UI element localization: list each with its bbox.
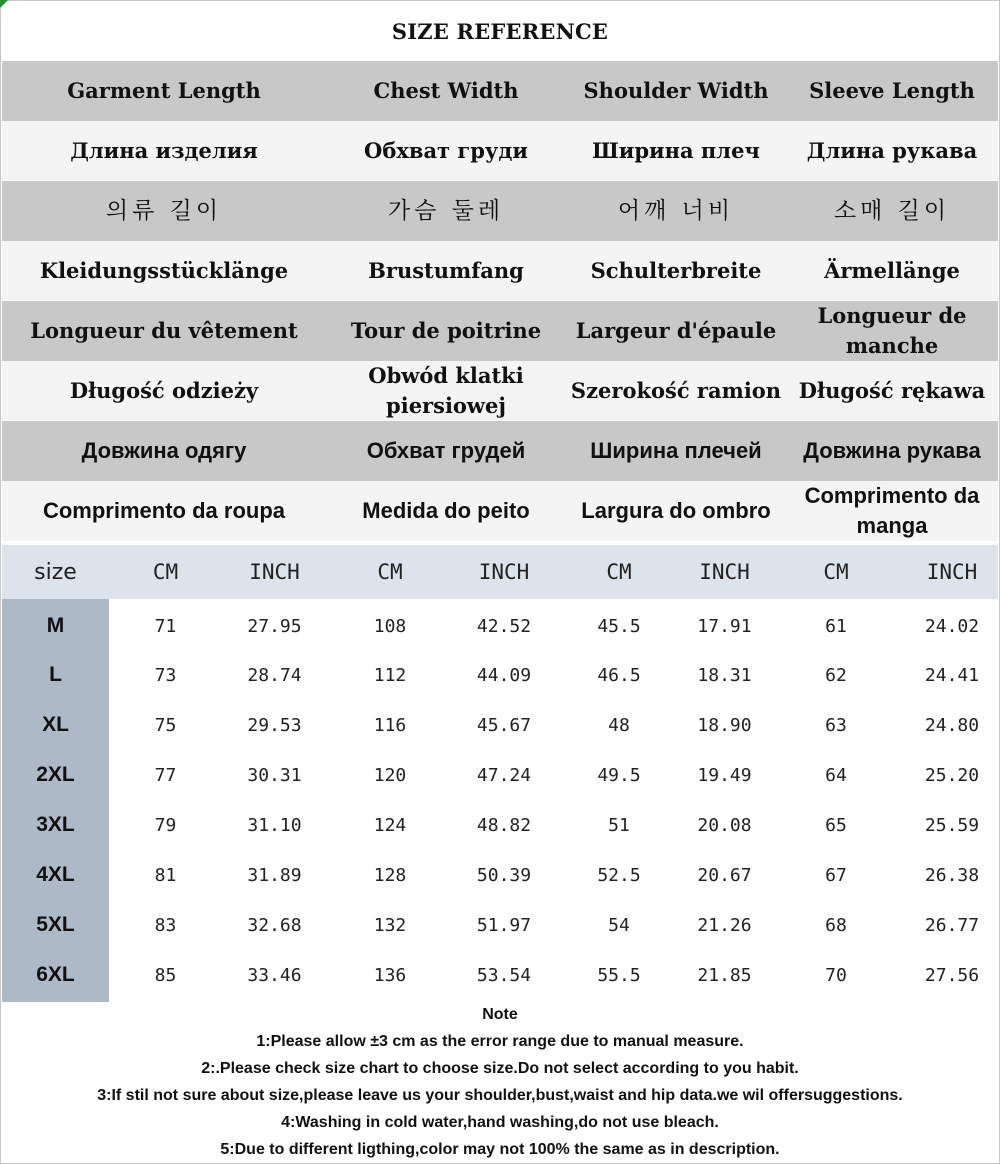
header-row-english <box>2 61 998 121</box>
header-shoulder-width: Largeur d'épaule <box>575 318 777 343</box>
table-cell: 55.5 <box>597 964 641 986</box>
note-item: 1:Please allow ±3 cm as the error range due to manual measure. <box>256 1033 744 1050</box>
table-row <box>2 602 998 650</box>
header-chest-width: 가슴 둘레 <box>387 198 505 224</box>
table-cell: 136 <box>373 964 407 986</box>
header-garment-length: 의류 길이 <box>105 198 223 224</box>
header-chest-width: Tour de poitrine <box>350 318 542 343</box>
table-cell: 32.68 <box>247 914 302 936</box>
table-row <box>2 950 998 1000</box>
table-cell: 30.31 <box>247 764 302 786</box>
table-cell: 17.91 <box>697 615 752 637</box>
unit-header: CM <box>152 560 179 584</box>
header-shoulder-width: Shoulder Width <box>583 78 769 103</box>
notes-title: Note <box>482 1006 518 1023</box>
table-cell: 46.5 <box>597 664 641 686</box>
table-cell: 61 <box>825 615 847 637</box>
table-row <box>2 700 998 750</box>
size-table-body <box>2 602 998 1000</box>
multilingual-headers <box>2 61 998 541</box>
table-row <box>2 650 998 700</box>
header-chest-width: Chest Width <box>373 78 519 103</box>
unit-header: INCH <box>478 560 530 584</box>
header-shoulder-width: Szerokość ramion <box>570 378 782 403</box>
table-cell: 79 <box>154 814 177 836</box>
table-cell: 108 <box>373 615 407 637</box>
table-cell: 45.5 <box>597 615 641 637</box>
size-label: 4XL <box>36 863 75 886</box>
note-item: 4:Washing in cold water,hand washing,do not use bleach. <box>281 1114 719 1131</box>
note-item: 2:.Please check size chart to choose size.Do not select according to you habit. <box>201 1060 799 1077</box>
table-cell: 81 <box>154 864 177 886</box>
table-cell: 31.10 <box>247 814 302 836</box>
unit-header: INCH <box>926 560 978 584</box>
table-cell: 24.41 <box>924 664 980 686</box>
table-cell: 53.54 <box>476 964 532 986</box>
table-row <box>2 750 998 800</box>
table-cell: 31.89 <box>247 864 302 886</box>
header-chest-width: Обхват груди <box>364 138 528 163</box>
header-row-polish <box>2 361 998 421</box>
header-row-portuguese <box>2 481 998 541</box>
table-row <box>2 850 998 900</box>
table-cell: 20.67 <box>697 864 752 886</box>
table-cell: 29.53 <box>247 714 302 736</box>
table-cell: 27.95 <box>247 615 302 637</box>
table-cell: 49.5 <box>597 764 641 786</box>
header-shoulder-width: Largura do ombro <box>581 498 771 523</box>
header-garment-length: Kleidungsstücklänge <box>39 258 289 283</box>
header-chest-width: Brustumfang <box>368 258 524 283</box>
note-item: 5:Due to different ligthing,color may not 100% the same as in description. <box>220 1141 780 1158</box>
header-garment-length: Garment Length <box>67 78 261 103</box>
size-label: XL <box>42 713 69 736</box>
table-cell: 120 <box>373 764 407 786</box>
header-sleeve-length: Sleeve Length <box>809 78 975 103</box>
header-garment-length: Довжина одягу <box>81 438 247 463</box>
table-cell: 50.39 <box>476 864 532 886</box>
table-cell: 26.77 <box>924 914 980 936</box>
table-cell: 63 <box>825 714 847 736</box>
header-row-german <box>2 241 998 301</box>
header-shoulder-width: Ширина плечей <box>590 438 762 463</box>
header-shoulder-width: 어깨 너비 <box>617 198 735 224</box>
header-chest-width: Medida do peito <box>362 498 530 523</box>
notes-section <box>0 1002 1000 1163</box>
unit-header: CM <box>606 560 632 584</box>
table-cell: 85 <box>154 964 177 986</box>
header-row-french <box>2 301 998 361</box>
header-row-russian <box>2 121 998 181</box>
table-cell: 25.20 <box>924 764 980 786</box>
table-cell: 64 <box>825 764 847 786</box>
unit-header: CM <box>823 560 849 584</box>
table-cell: 68 <box>825 914 847 936</box>
header-sleeve-length: Longueur de manche <box>817 303 967 358</box>
table-cell: 132 <box>373 914 407 936</box>
table-cell: 33.46 <box>247 964 302 986</box>
table-row <box>2 900 998 950</box>
size-label: M <box>46 614 65 637</box>
table-cell: 24.80 <box>924 714 980 736</box>
header-garment-length: Comprimento da roupa <box>42 498 285 523</box>
table-cell: 65 <box>825 814 847 836</box>
table-cell: 48.82 <box>476 814 532 836</box>
size-label: 3XL <box>36 813 75 836</box>
table-cell: 25.59 <box>924 814 980 836</box>
header-shoulder-width: Schulterbreite <box>590 258 762 283</box>
table-cell: 51 <box>608 814 630 836</box>
table-cell: 28.74 <box>247 664 302 686</box>
table-cell: 27.56 <box>924 964 980 986</box>
header-garment-length: Длина изделия <box>70 138 258 163</box>
table-cell: 21.26 <box>697 914 752 936</box>
table-cell: 70 <box>825 964 847 986</box>
header-row-ukrainian <box>2 421 998 481</box>
table-cell: 77 <box>154 764 177 786</box>
table-cell: 21.85 <box>697 964 752 986</box>
header-sleeve-length: Długość rękawa <box>798 378 986 403</box>
table-cell: 112 <box>373 664 407 686</box>
table-cell: 124 <box>373 814 407 836</box>
table-cell: 73 <box>154 664 177 686</box>
unit-header: INCH <box>699 560 750 584</box>
table-cell: 54 <box>608 914 630 936</box>
table-row <box>2 800 998 850</box>
header-row-korean <box>2 181 998 241</box>
size-column-header: size <box>34 559 77 585</box>
header-sleeve-length: 소매 길이 <box>833 198 951 224</box>
header-sleeve-length: Довжина рукава <box>803 438 981 463</box>
unit-header: CM <box>377 560 403 584</box>
table-cell: 26.38 <box>924 864 980 886</box>
size-label: 5XL <box>36 913 75 936</box>
table-cell: 71 <box>154 615 177 637</box>
table-cell: 45.67 <box>476 714 532 736</box>
table-cell: 128 <box>373 864 407 886</box>
header-shoulder-width: Ширина плеч <box>592 138 760 163</box>
table-cell: 18.31 <box>697 664 752 686</box>
note-item: 3:If stil not sure about size,please leave us your shoulder,bust,waist and hip data.we wil offersuggestions. <box>97 1087 903 1104</box>
unit-header-row <box>2 545 998 599</box>
table-cell: 62 <box>825 664 847 686</box>
size-label: 2XL <box>36 763 75 786</box>
header-sleeve-length: Comprimento da manga <box>804 483 980 538</box>
unit-header: INCH <box>249 560 300 584</box>
size-label: 6XL <box>36 963 75 986</box>
corner-marker <box>0 0 8 8</box>
table-cell: 83 <box>154 914 177 936</box>
size-label: L <box>49 663 62 686</box>
table-cell: 20.08 <box>697 814 752 836</box>
table-cell: 75 <box>154 714 177 736</box>
header-garment-length: Longueur du vêtement <box>30 318 298 343</box>
table-cell: 67 <box>825 864 847 886</box>
table-cell: 24.02 <box>924 615 980 637</box>
header-garment-length: Długość odzieży <box>69 378 259 403</box>
table-cell: 44.09 <box>476 664 532 686</box>
table-cell: 18.90 <box>697 714 752 736</box>
table-cell: 42.52 <box>476 615 532 637</box>
chart-title: SIZE REFERENCE <box>391 19 609 44</box>
header-chest-width: Obwód klatki piersiowej <box>368 363 524 418</box>
header-sleeve-length: Длина рукава <box>806 138 978 163</box>
header-chest-width: Обхват грудей <box>366 438 526 463</box>
table-cell: 48 <box>608 714 630 736</box>
table-cell: 51.97 <box>476 914 532 936</box>
table-cell: 19.49 <box>697 764 752 786</box>
table-cell: 47.24 <box>476 764 532 786</box>
header-sleeve-length: Ärmellänge <box>824 258 960 283</box>
table-cell: 116 <box>373 714 407 736</box>
table-cell: 52.5 <box>597 864 641 886</box>
